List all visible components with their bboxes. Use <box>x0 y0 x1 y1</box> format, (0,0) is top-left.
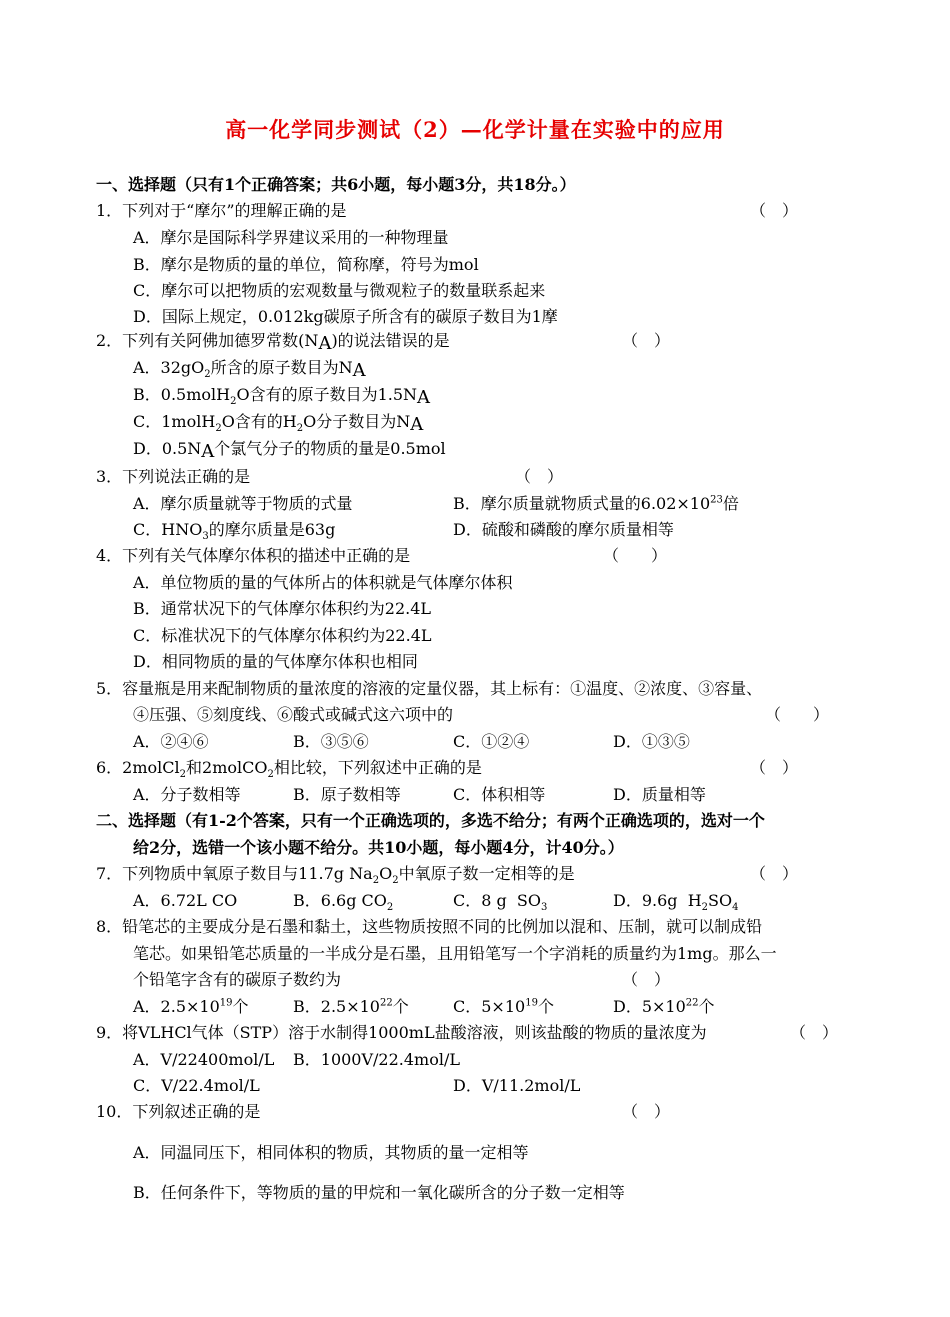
section-2-heading-line-2: 给2分，选错一个该小题不给分。共10小题，每小题4分，计40分。） <box>133 838 624 857</box>
question-9-option-d: D．V/11.2mol/L <box>453 1076 581 1095</box>
question-8-stem-line-1: 8．铅笔芯的主要成分是石墨和黏土，这些物质按照不同的比例加以混和、压制，就可以制成铅 <box>96 917 763 936</box>
question-3-option-b: B．摩尔质量就物质式量的$6.02\times 10^{23}$倍 <box>453 494 739 513</box>
question-4-option-b: B．通常状况下的气体摩尔体积约为22.4L <box>133 599 432 618</box>
section-1-heading: 一、选择题（只有1个正确答案；共6小题，每小题3分，共18分。） <box>96 175 576 194</box>
question-6-option-a: A．分子数相等 <box>133 785 241 804</box>
question-3-option-d: D．硫酸和磷酸的摩尔质量相等 <box>453 520 674 539</box>
question-9-answer-blank: （ ） <box>790 1023 839 1042</box>
question-3-stem: 3．下列说法正确的是 <box>96 467 251 486</box>
question-7-option-c: C．8 g $SO_3$ <box>453 891 548 914</box>
question-6-answer-blank: （ ） <box>750 758 799 777</box>
question-6-option-c: C．体积相等 <box>453 785 546 804</box>
question-3-answer-blank: （ ） <box>515 467 564 486</box>
question-2-option-b: B．0.5molH$_2$O含有的原子数目为$1.5N_A$ <box>133 385 431 408</box>
question-2-option-d: D．$0.5N_A$个氯气分子的物质的量是0.5mol <box>133 439 446 462</box>
question-8-option-c: C．$5\times 10^{19}$个 <box>453 997 554 1016</box>
question-9-option-a: A．V/22400mol/L <box>133 1050 275 1069</box>
question-7-stem: 7．下列物质中氧原子数目与11.7g $Na_2O_2$中氧原子数一定相等的是 <box>96 864 575 887</box>
question-1-option-d: D．国际上规定，0.012kg碳原子所含有的碳原子数目为1摩 <box>133 307 558 326</box>
question-6-stem: 6．2molCl$_2$和2molCO$_2$相比较，下列叙述中正确的是 <box>96 758 482 781</box>
question-8-stem-line-3: 个铅笔字含有的碳原子数约为 <box>133 970 342 989</box>
question-3-option-a: A．摩尔质量就等于物质的式量 <box>133 494 353 513</box>
question-8-option-d: D．$5\times 10^{22}$个 <box>613 997 715 1016</box>
question-2-stem: 2．下列有关阿佛加德罗常数$(N_A)$的说法错误的是 <box>96 331 450 354</box>
question-1-option-b: B．摩尔是物质的量的单位，简称摩，符号为mol <box>133 255 479 274</box>
question-3-option-c: C．$HNO_3$的摩尔质量是63g <box>133 520 336 543</box>
question-6-option-d: D．质量相等 <box>613 785 706 804</box>
question-1-option-a: A．摩尔是国际科学界建议采用的一种物理量 <box>133 228 449 247</box>
question-1-answer-blank: （ ） <box>750 201 799 220</box>
question-6-option-b: B．原子数相等 <box>293 785 401 804</box>
question-10-option-a: A．同温同压下，相同体积的物质，其物质的量一定相等 <box>133 1143 529 1162</box>
question-7-answer-blank: （ ） <box>750 864 799 883</box>
question-5-option-d: D．①③⑤ <box>613 732 690 751</box>
question-4-answer-blank: （ ） <box>603 546 668 565</box>
question-10-stem: 10．下列叙述正确的是 <box>96 1102 261 1121</box>
question-2-option-c: C．1molH$_2$O含有的$H_2O$分子数目为$N_A$ <box>133 412 424 435</box>
question-5-stem-line-2: ④压强、⑤刻度线、⑥酸式或碱式这六项中的 <box>133 705 454 724</box>
question-5-answer-blank: （ ） <box>765 705 830 724</box>
question-10-option-b: B．任何条件下，等物质的量的甲烷和一氧化碳所含的分子数一定相等 <box>133 1183 625 1202</box>
question-9-stem: 9．将VLHCl气体（STP）溶于水制得1000mL盐酸溶液，则该盐酸的物质的量浓度为 <box>96 1023 707 1042</box>
question-4-option-c: C．标准状况下的气体摩尔体积约为22.4L <box>133 626 432 645</box>
question-8-option-a: A．$2.5\times 10^{19}$个 <box>133 997 249 1016</box>
section-2-heading-line-1: 二、选择题（有1-2个答案，只有一个正确选项的，多选不给分；有两个正确选项的，选对一个 <box>96 811 765 830</box>
question-4-option-a: A．单位物质的量的气体所占的体积就是气体摩尔体积 <box>133 573 513 592</box>
question-2-option-a: A．$32gO_2$所含的原子数目为$N_A$ <box>133 358 366 381</box>
question-4-option-d: D．相同物质的量的气体摩尔体积也相同 <box>133 652 418 671</box>
question-7-option-a: A．6.72L CO <box>133 891 238 910</box>
question-10-answer-blank: （ ） <box>622 1102 671 1121</box>
question-8-option-b: B．$2.5\times 10^{22}$个 <box>293 997 409 1016</box>
question-7-option-d: D．9.6g $H_2SO_4$ <box>613 891 739 914</box>
question-1-stem: 1．下列对于“摩尔”的理解正确的是 <box>96 201 347 220</box>
question-9-option-c: C．V/22.4mol/L <box>133 1076 260 1095</box>
question-5-option-c: C．①②④ <box>453 732 530 751</box>
question-7-option-b: B．6.6g $CO_2$ <box>293 891 394 914</box>
question-8-stem-line-2: 笔芯。如果铅笔芯质量的一半成分是石墨，且用铅笔写一个字消耗的质量约为1mg。那么一 <box>133 944 777 963</box>
question-2-answer-blank: （ ） <box>622 331 671 350</box>
question-1-option-c: C．摩尔可以把物质的宏观数量与微观粒子的数量联系起来 <box>133 281 546 300</box>
question-5-option-a: A．②④⑥ <box>133 732 209 751</box>
question-5-stem-line-1: 5．容量瓶是用来配制物质的量浓度的溶液的定量仪器，其上标有：①温度、②浓度、③容量、 <box>96 679 763 698</box>
question-8-answer-blank: （ ） <box>622 970 671 989</box>
question-9-option-b: B．1000V/22.4mol/L <box>293 1050 460 1069</box>
page-title: 高一化学同步测试（2）—化学计量在实验中的应用 <box>225 117 725 142</box>
question-4-stem: 4．下列有关气体摩尔体积的描述中正确的是 <box>96 546 411 565</box>
question-5-option-b: B．③⑤⑥ <box>293 732 369 751</box>
